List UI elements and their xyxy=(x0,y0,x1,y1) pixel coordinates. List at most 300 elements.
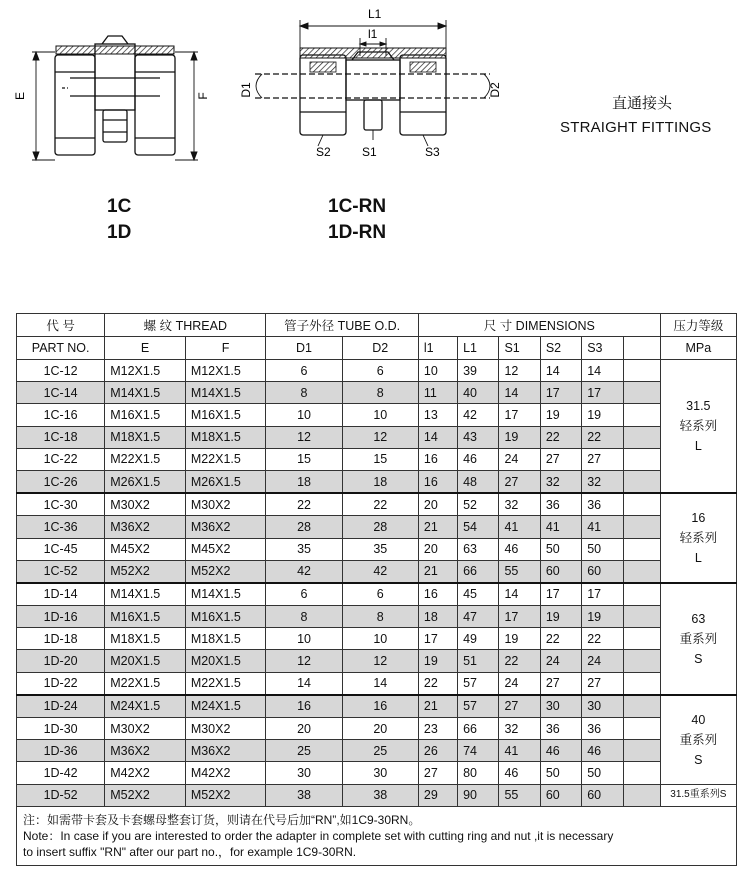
cell-col-0: 1C-22 xyxy=(17,448,105,470)
cell-col-8: 36 xyxy=(540,718,581,740)
cell-col-1: M36X2 xyxy=(105,516,186,538)
cell-col-3: 35 xyxy=(266,538,342,560)
dim-D2-label: D2 xyxy=(488,82,502,98)
cell-col-4: 12 xyxy=(342,650,418,672)
table-row xyxy=(17,784,737,806)
cell-col-1: M52X2 xyxy=(105,784,186,806)
cell-col-8: 22 xyxy=(540,628,581,650)
cell-blank xyxy=(623,762,660,784)
cell-col-7: 12 xyxy=(499,360,540,382)
cell-col-2: M14X1.5 xyxy=(185,382,266,404)
cell-col-6: 51 xyxy=(458,650,499,672)
cell-col-7: 46 xyxy=(499,538,540,560)
cell-col-0: 1C-52 xyxy=(17,560,105,583)
cell-col-1: M16X1.5 xyxy=(105,606,186,628)
table-row xyxy=(17,538,737,560)
cell-col-5: 26 xyxy=(418,740,457,762)
cell-col-2: M22X1.5 xyxy=(185,448,266,470)
cell-blank xyxy=(623,718,660,740)
cell-blank xyxy=(623,650,660,672)
cell-col-1: M20X1.5 xyxy=(105,650,186,672)
cell-col-4: 15 xyxy=(342,448,418,470)
cell-col-8: 22 xyxy=(540,426,581,448)
cell-col-1: M42X2 xyxy=(105,762,186,784)
fitting-drawing xyxy=(0,0,752,300)
cell-col-5: 29 xyxy=(418,784,457,806)
title-en: STRAIGHT FITTINGS xyxy=(560,119,712,136)
cell-col-7: 17 xyxy=(499,404,540,426)
cell-col-5: 16 xyxy=(418,583,457,606)
hdr-thread: 螺 纹 THREAD xyxy=(105,314,266,337)
dim-D1-label: D1 xyxy=(239,82,253,98)
cell-col-5: 23 xyxy=(418,718,457,740)
cell-col-5: 16 xyxy=(418,470,457,493)
cell-col-2: M52X2 xyxy=(185,784,266,806)
cell-col-8: 50 xyxy=(540,538,581,560)
cell-col-2: M36X2 xyxy=(185,516,266,538)
cell-col-8: 41 xyxy=(540,516,581,538)
table-row xyxy=(17,516,737,538)
cell-col-6: 40 xyxy=(458,382,499,404)
cell-col-7: 46 xyxy=(499,762,540,784)
cell-col-7: 32 xyxy=(499,718,540,740)
pressure-code: S xyxy=(694,752,703,767)
dim-e-label: E xyxy=(13,91,27,101)
pressure-series: 重系列 xyxy=(679,631,718,646)
pressure-group xyxy=(660,493,736,583)
cell-col-5: 20 xyxy=(418,538,457,560)
cell-col-5: 16 xyxy=(418,448,457,470)
cell-col-6: 39 xyxy=(458,360,499,382)
cell-col-5: 10 xyxy=(418,360,457,382)
cell-blank xyxy=(623,740,660,762)
cell-col-2: M14X1.5 xyxy=(185,583,266,606)
cell-col-0: 1D-20 xyxy=(17,650,105,672)
hdr-f: F xyxy=(185,337,266,360)
cell-col-4: 18 xyxy=(342,470,418,493)
cell-col-9: 50 xyxy=(582,538,623,560)
cell-col-9: 19 xyxy=(582,404,623,426)
table-row xyxy=(17,448,737,470)
cell-col-1: M12X1.5 xyxy=(105,360,186,382)
cell-col-4: 14 xyxy=(342,672,418,695)
cell-col-4: 12 xyxy=(342,426,418,448)
table-row xyxy=(17,583,737,606)
cell-col-1: M26X1.5 xyxy=(105,470,186,493)
cell-col-8: 50 xyxy=(540,762,581,784)
cell-col-8: 60 xyxy=(540,560,581,583)
cell-col-5: 17 xyxy=(418,628,457,650)
cell-col-1: M14X1.5 xyxy=(105,382,186,404)
cell-blank xyxy=(623,382,660,404)
cell-col-1: M36X2 xyxy=(105,740,186,762)
cell-col-2: M24X1.5 xyxy=(185,695,266,718)
cell-col-0: 1D-52 xyxy=(17,784,105,806)
pressure-series: 轻系列 xyxy=(679,531,718,545)
cell-col-4: 16 xyxy=(342,695,418,718)
table-row xyxy=(17,740,737,762)
cell-col-6: 43 xyxy=(458,426,499,448)
cell-col-9: 17 xyxy=(582,382,623,404)
cell-blank xyxy=(623,784,660,806)
cell-col-3: 20 xyxy=(266,718,342,740)
dim-f-label: F xyxy=(196,92,210,100)
cell-col-1: M22X1.5 xyxy=(105,672,186,695)
cell-col-2: M30X2 xyxy=(185,718,266,740)
cell-blank xyxy=(623,448,660,470)
cell-col-0: 1C-18 xyxy=(17,426,105,448)
spec-body xyxy=(17,360,737,807)
cell-blank xyxy=(623,583,660,606)
cell-col-3: 38 xyxy=(266,784,342,806)
note-en2: to insert suffix "RN" after our part no.，for example 1C9-30RN. xyxy=(23,844,357,859)
hdr-s1: S1 xyxy=(499,337,540,360)
cell-col-4: 22 xyxy=(342,493,418,516)
cell-col-1: M18X1.5 xyxy=(105,426,186,448)
cell-col-3: 30 xyxy=(266,762,342,784)
hdr-pressure: 压力等级 xyxy=(660,314,736,337)
cell-blank xyxy=(623,470,660,493)
cell-col-2: M16X1.5 xyxy=(185,404,266,426)
hdr-d1: D1 xyxy=(266,337,342,360)
cell-col-3: 12 xyxy=(266,650,342,672)
cell-col-7: 55 xyxy=(499,784,540,806)
cell-col-3: 10 xyxy=(266,628,342,650)
model-right-line2: 1D-RN xyxy=(328,222,387,243)
cell-col-6: 48 xyxy=(458,470,499,493)
pressure-code: L xyxy=(694,551,702,565)
cell-col-8: 46 xyxy=(540,740,581,762)
cell-col-9: 30 xyxy=(582,695,623,718)
cell-col-5: 14 xyxy=(418,426,457,448)
table-row xyxy=(17,382,737,404)
cell-col-7: 55 xyxy=(499,560,540,583)
cell-col-4: 10 xyxy=(342,404,418,426)
cell-col-6: 57 xyxy=(458,695,499,718)
cell-col-9: 22 xyxy=(582,628,623,650)
table-row xyxy=(17,470,737,493)
cell-col-9: 27 xyxy=(582,672,623,695)
right-fitting-outline xyxy=(255,52,490,135)
cell-col-7: 14 xyxy=(499,382,540,404)
cell-col-0: 1C-36 xyxy=(17,516,105,538)
cell-col-6: 63 xyxy=(458,538,499,560)
table-row xyxy=(17,672,737,695)
cell-col-7: 22 xyxy=(499,650,540,672)
cell-col-7: 41 xyxy=(499,516,540,538)
cell-col-3: 15 xyxy=(266,448,342,470)
cell-col-8: 19 xyxy=(540,606,581,628)
table-row xyxy=(17,360,737,382)
cell-col-1: M22X1.5 xyxy=(105,448,186,470)
cell-col-3: 14 xyxy=(266,672,342,695)
hdr-tube: 管子外径 TUBE O.D. xyxy=(266,314,418,337)
cell-col-0: 1D-24 xyxy=(17,695,105,718)
note-cell xyxy=(17,806,737,865)
cell-col-1: M45X2 xyxy=(105,538,186,560)
pressure-group xyxy=(660,784,736,806)
cell-col-3: 22 xyxy=(266,493,342,516)
cell-col-6: 54 xyxy=(458,516,499,538)
hdr-code: 代 号 xyxy=(17,314,105,337)
cell-col-5: 19 xyxy=(418,650,457,672)
cell-col-5: 27 xyxy=(418,762,457,784)
pressure-value: 16 xyxy=(691,511,706,525)
cell-blank xyxy=(623,628,660,650)
cell-col-0: 1C-45 xyxy=(17,538,105,560)
cell-col-4: 38 xyxy=(342,784,418,806)
cell-col-7: 19 xyxy=(499,426,540,448)
model-right-line1: 1C-RN xyxy=(328,196,387,217)
cell-col-4: 35 xyxy=(342,538,418,560)
cell-col-8: 17 xyxy=(540,382,581,404)
pressure-value: 31.5 xyxy=(686,399,711,414)
cell-col-0: 1D-22 xyxy=(17,672,105,695)
table-row xyxy=(17,606,737,628)
cell-col-8: 27 xyxy=(540,448,581,470)
cell-col-9: 41 xyxy=(582,516,623,538)
cell-col-0: 1D-42 xyxy=(17,762,105,784)
cell-col-5: 20 xyxy=(418,493,457,516)
cell-col-3: 8 xyxy=(266,606,342,628)
pressure-code: S xyxy=(694,651,703,666)
pressure-group xyxy=(660,695,736,784)
cell-col-1: M16X1.5 xyxy=(105,404,186,426)
cell-col-0: 1D-18 xyxy=(17,628,105,650)
table-row xyxy=(17,650,737,672)
hdr-l1: l1 xyxy=(418,337,457,360)
cell-col-7: 19 xyxy=(499,628,540,650)
table-row xyxy=(17,762,737,784)
cell-blank xyxy=(623,360,660,382)
cell-col-6: 45 xyxy=(458,583,499,606)
table-row xyxy=(17,560,737,583)
cell-col-6: 66 xyxy=(458,718,499,740)
cell-col-5: 21 xyxy=(418,560,457,583)
cell-col-9: 24 xyxy=(582,650,623,672)
cell-col-9: 36 xyxy=(582,718,623,740)
cell-col-3: 28 xyxy=(266,516,342,538)
cell-col-1: M30X2 xyxy=(105,718,186,740)
cell-col-9: 14 xyxy=(582,360,623,382)
cell-col-2: M18X1.5 xyxy=(185,426,266,448)
cell-col-8: 17 xyxy=(540,583,581,606)
table-row xyxy=(17,404,737,426)
cell-col-3: 12 xyxy=(266,426,342,448)
cell-col-4: 8 xyxy=(342,606,418,628)
cell-col-7: 27 xyxy=(499,470,540,493)
cell-blank xyxy=(623,426,660,448)
note-cn: 注：如需带卡套及卡套螺母整套订货，则请在代号后加“RN”,如1C9-30RN。 xyxy=(23,812,421,827)
cell-col-2: M26X1.5 xyxy=(185,470,266,493)
cell-col-3: 18 xyxy=(266,470,342,493)
note-en1: Note：In case if you are interested to order the adapter in complete set with cutting ring and nut ,it is necessary xyxy=(23,828,614,843)
cell-col-4: 42 xyxy=(342,560,418,583)
cell-col-6: 80 xyxy=(458,762,499,784)
pressure-series: 重系列 xyxy=(679,732,718,747)
spec-table xyxy=(16,313,737,866)
cell-col-9: 17 xyxy=(582,583,623,606)
cell-col-9: 46 xyxy=(582,740,623,762)
cell-col-6: 66 xyxy=(458,560,499,583)
cell-blank xyxy=(623,404,660,426)
cell-col-9: 36 xyxy=(582,493,623,516)
cell-col-2: M18X1.5 xyxy=(185,628,266,650)
cell-col-5: 21 xyxy=(418,516,457,538)
cell-col-0: 1C-14 xyxy=(17,382,105,404)
cell-col-2: M16X1.5 xyxy=(185,606,266,628)
cell-col-6: 57 xyxy=(458,672,499,695)
cell-col-3: 16 xyxy=(266,695,342,718)
cell-col-4: 8 xyxy=(342,382,418,404)
cell-col-9: 60 xyxy=(582,784,623,806)
pressure-group xyxy=(660,583,736,695)
cell-col-4: 10 xyxy=(342,628,418,650)
cell-col-5: 21 xyxy=(418,695,457,718)
table-row xyxy=(17,718,737,740)
cell-col-0: 1D-16 xyxy=(17,606,105,628)
cell-col-0: 1C-12 xyxy=(17,360,105,382)
cell-col-4: 30 xyxy=(342,762,418,784)
cell-col-4: 25 xyxy=(342,740,418,762)
cell-col-9: 22 xyxy=(582,426,623,448)
cell-col-9: 50 xyxy=(582,762,623,784)
dim-S2-label: S2 xyxy=(316,145,331,159)
hdr-dimensions: 尺 寸 DIMENSIONS xyxy=(418,314,660,337)
cell-blank xyxy=(623,606,660,628)
cell-col-8: 24 xyxy=(540,650,581,672)
cell-col-0: 1C-16 xyxy=(17,404,105,426)
header-row-1 xyxy=(17,314,737,337)
cell-col-4: 6 xyxy=(342,360,418,382)
cell-col-8: 32 xyxy=(540,470,581,493)
cell-col-5: 22 xyxy=(418,672,457,695)
cell-col-1: M18X1.5 xyxy=(105,628,186,650)
title-block xyxy=(560,92,735,136)
cell-col-1: M30X2 xyxy=(105,493,186,516)
dim-S3-label: S3 xyxy=(425,145,440,159)
cell-col-9: 19 xyxy=(582,606,623,628)
cell-col-7: 27 xyxy=(499,695,540,718)
hdr-part-no: PART NO. xyxy=(17,337,105,360)
cell-col-9: 60 xyxy=(582,560,623,583)
pressure-code: L xyxy=(694,439,702,454)
cell-col-8: 30 xyxy=(540,695,581,718)
table-row xyxy=(17,493,737,516)
table-row xyxy=(17,628,737,650)
cell-col-1: M52X2 xyxy=(105,560,186,583)
cell-col-8: 14 xyxy=(540,360,581,382)
cell-col-6: 46 xyxy=(458,448,499,470)
hdr-mpa: MPa xyxy=(660,337,736,360)
cell-blank xyxy=(623,672,660,695)
cell-col-2: M45X2 xyxy=(185,538,266,560)
cell-col-6: 52 xyxy=(458,493,499,516)
hdr-s3: S3 xyxy=(582,337,623,360)
cell-col-7: 24 xyxy=(499,672,540,695)
cell-col-2: M42X2 xyxy=(185,762,266,784)
note-row xyxy=(17,806,737,865)
cell-col-3: 10 xyxy=(266,404,342,426)
cell-col-2: M30X2 xyxy=(185,493,266,516)
cell-col-8: 36 xyxy=(540,493,581,516)
cell-col-8: 60 xyxy=(540,784,581,806)
cell-col-4: 6 xyxy=(342,583,418,606)
dim-L1-label: L1 xyxy=(368,7,382,21)
cell-blank xyxy=(623,538,660,560)
pressure-value: 40 xyxy=(691,712,706,727)
table-row xyxy=(17,695,737,718)
cell-col-2: M52X2 xyxy=(185,560,266,583)
cell-col-1: M24X1.5 xyxy=(105,695,186,718)
hdr-d2: D2 xyxy=(342,337,418,360)
cell-col-6: 49 xyxy=(458,628,499,650)
hdr-L1: L1 xyxy=(458,337,499,360)
title-cn: 直通接头 xyxy=(612,95,673,112)
model-right xyxy=(328,194,386,246)
cell-col-2: M12X1.5 xyxy=(185,360,266,382)
cell-col-0: 1C-26 xyxy=(17,470,105,493)
cell-col-3: 42 xyxy=(266,560,342,583)
cell-col-2: M20X1.5 xyxy=(185,650,266,672)
cell-col-7: 14 xyxy=(499,583,540,606)
cell-col-6: 74 xyxy=(458,740,499,762)
hdr-s2: S2 xyxy=(540,337,581,360)
pressure-group xyxy=(660,360,736,494)
cell-col-5: 18 xyxy=(418,606,457,628)
cell-col-3: 25 xyxy=(266,740,342,762)
cell-col-8: 19 xyxy=(540,404,581,426)
cell-blank xyxy=(623,516,660,538)
cell-col-4: 20 xyxy=(342,718,418,740)
cell-col-3: 8 xyxy=(266,382,342,404)
cell-blank xyxy=(623,695,660,718)
cell-col-1: M14X1.5 xyxy=(105,583,186,606)
cell-col-6: 47 xyxy=(458,606,499,628)
cell-col-3: 6 xyxy=(266,583,342,606)
model-left-line2: 1D xyxy=(107,222,132,243)
cell-col-2: M36X2 xyxy=(185,740,266,762)
hdr-e: E xyxy=(105,337,186,360)
dim-S1-label: S1 xyxy=(362,145,377,159)
cell-col-6: 42 xyxy=(458,404,499,426)
cell-col-2: M22X1.5 xyxy=(185,672,266,695)
cell-col-4: 28 xyxy=(342,516,418,538)
cell-col-5: 11 xyxy=(418,382,457,404)
cell-blank xyxy=(623,493,660,516)
cell-blank xyxy=(623,560,660,583)
cell-col-0: 1D-14 xyxy=(17,583,105,606)
hdr-blank xyxy=(623,337,660,360)
cell-col-0: 1D-30 xyxy=(17,718,105,740)
pressure-small: 31.5重系列S xyxy=(670,789,727,801)
cell-col-8: 27 xyxy=(540,672,581,695)
cell-col-9: 32 xyxy=(582,470,623,493)
cell-col-0: 1D-36 xyxy=(17,740,105,762)
pressure-value: 63 xyxy=(691,611,706,626)
model-left xyxy=(107,194,131,246)
model-left-line1: 1C xyxy=(107,196,132,217)
cell-col-6: 90 xyxy=(458,784,499,806)
cell-col-0: 1C-30 xyxy=(17,493,105,516)
cell-col-7: 41 xyxy=(499,740,540,762)
cell-col-7: 17 xyxy=(499,606,540,628)
cell-col-5: 13 xyxy=(418,404,457,426)
table-row xyxy=(17,426,737,448)
cell-col-9: 27 xyxy=(582,448,623,470)
cell-col-7: 32 xyxy=(499,493,540,516)
dim-l1-label: l1 xyxy=(368,27,378,41)
